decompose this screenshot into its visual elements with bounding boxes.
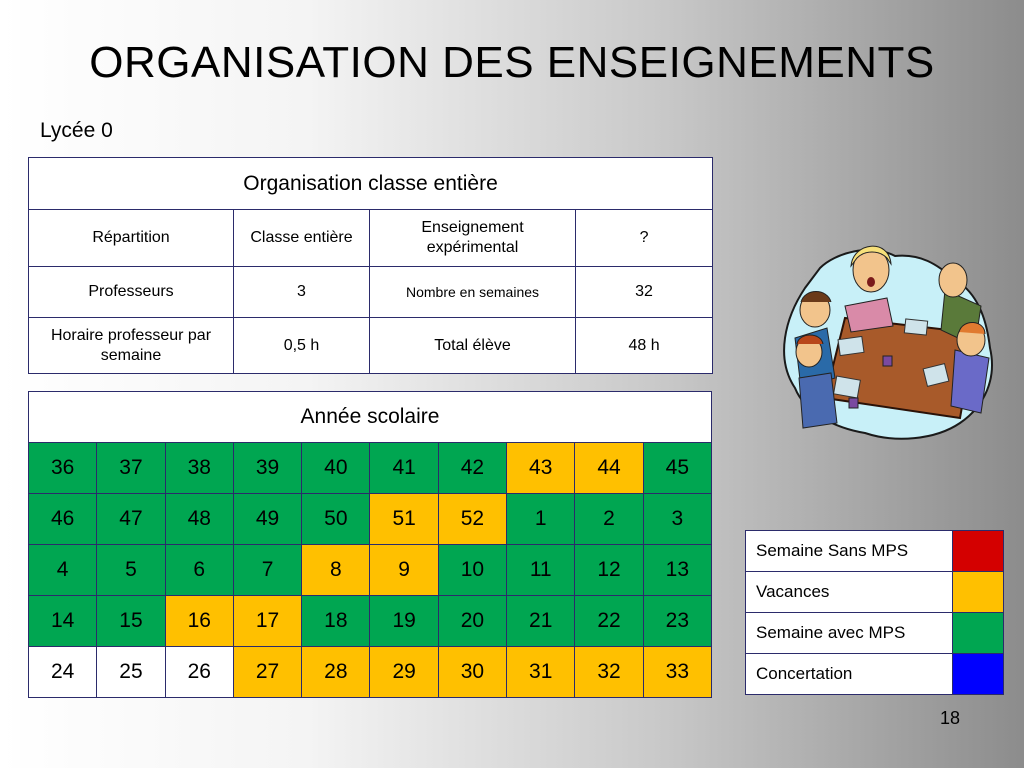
week-cell: 45	[643, 443, 711, 494]
table-cell: Total élève	[370, 318, 576, 374]
week-cell: 10	[438, 545, 506, 596]
week-cell: 46	[29, 494, 97, 545]
legend-swatch	[953, 531, 1004, 572]
table-cell: Horaire professeur par semaine	[29, 318, 234, 374]
slide-subtitle: Lycée 0	[40, 119, 113, 142]
week-cell: 29	[370, 647, 438, 698]
week-cell: 32	[575, 647, 643, 698]
week-cell: 42	[438, 443, 506, 494]
legend-swatch	[953, 572, 1004, 613]
week-cell: 5	[97, 545, 165, 596]
week-cell: 48	[165, 494, 233, 545]
annee-scolaire-header: Année scolaire	[29, 392, 712, 443]
legend-label: Semaine Sans MPS	[746, 531, 953, 572]
week-row	[29, 443, 712, 494]
week-cell: 7	[233, 545, 301, 596]
week-cell: 25	[97, 647, 165, 698]
week-cell: 27	[233, 647, 301, 698]
week-cell: 19	[370, 596, 438, 647]
legend-item	[746, 613, 1004, 654]
week-cell: 30	[438, 647, 506, 698]
table-cell: 48 h	[576, 318, 713, 374]
week-cell: 51	[370, 494, 438, 545]
legend-swatch	[953, 613, 1004, 654]
week-cell: 18	[302, 596, 370, 647]
legend-label: Vacances	[746, 572, 953, 613]
table-cell: Nombre en semaines	[370, 267, 576, 318]
week-cell: 26	[165, 647, 233, 698]
week-cell: 40	[302, 443, 370, 494]
legend-swatch	[953, 654, 1004, 695]
table-cell: Professeurs	[29, 267, 234, 318]
table-row	[29, 267, 713, 318]
week-cell: 8	[302, 545, 370, 596]
week-cell: 17	[233, 596, 301, 647]
week-cell: 44	[575, 443, 643, 494]
legend-label: Concertation	[746, 654, 953, 695]
week-cell: 11	[507, 545, 575, 596]
week-cell: 20	[438, 596, 506, 647]
week-cell: 12	[575, 545, 643, 596]
week-cell: 13	[643, 545, 711, 596]
organisation-table	[28, 157, 713, 374]
week-cell: 52	[438, 494, 506, 545]
slide-number: 18	[940, 708, 961, 728]
week-cell: 3	[643, 494, 711, 545]
week-cell: 1	[507, 494, 575, 545]
week-row	[29, 647, 712, 698]
table-cell: Classe entière	[234, 210, 370, 267]
week-cell: 49	[233, 494, 301, 545]
week-cell: 4	[29, 545, 97, 596]
table-cell: Enseignement expérimental	[370, 210, 576, 267]
table-cell: Répartition	[29, 210, 234, 267]
legend-label: Semaine avec MPS	[746, 613, 953, 654]
week-cell: 50	[302, 494, 370, 545]
week-cell: 15	[97, 596, 165, 647]
week-cell: 21	[507, 596, 575, 647]
table-cell: 32	[576, 267, 713, 318]
table-row	[29, 210, 713, 267]
table-row	[29, 318, 713, 374]
week-row	[29, 545, 712, 596]
legend-item	[746, 531, 1004, 572]
week-cell: 2	[575, 494, 643, 545]
week-cell: 6	[165, 545, 233, 596]
week-cell: 9	[370, 545, 438, 596]
week-cell: 39	[233, 443, 301, 494]
week-cell: 43	[507, 443, 575, 494]
meeting-clipart-icon	[775, 228, 997, 450]
slide-title: ORGANISATION DES ENSEIGNEMENTS	[89, 38, 935, 87]
legend-item	[746, 572, 1004, 613]
week-cell: 47	[97, 494, 165, 545]
week-cell: 38	[165, 443, 233, 494]
week-cell: 22	[575, 596, 643, 647]
week-cell: 28	[302, 647, 370, 698]
week-row	[29, 596, 712, 647]
week-cell: 33	[643, 647, 711, 698]
table-cell: 3	[234, 267, 370, 318]
week-cell: 24	[29, 647, 97, 698]
week-cell: 16	[165, 596, 233, 647]
table-cell: ?	[576, 210, 713, 267]
week-cell: 41	[370, 443, 438, 494]
week-cell: 36	[29, 443, 97, 494]
week-cell: 31	[507, 647, 575, 698]
week-cell: 37	[97, 443, 165, 494]
table-cell: 0,5 h	[234, 318, 370, 374]
legend-table	[745, 530, 1004, 695]
annee-scolaire-table	[28, 391, 712, 698]
week-row	[29, 494, 712, 545]
week-cell: 23	[643, 596, 711, 647]
week-cell: 14	[29, 596, 97, 647]
organisation-header: Organisation classe entière	[29, 158, 713, 210]
legend-item	[746, 654, 1004, 695]
